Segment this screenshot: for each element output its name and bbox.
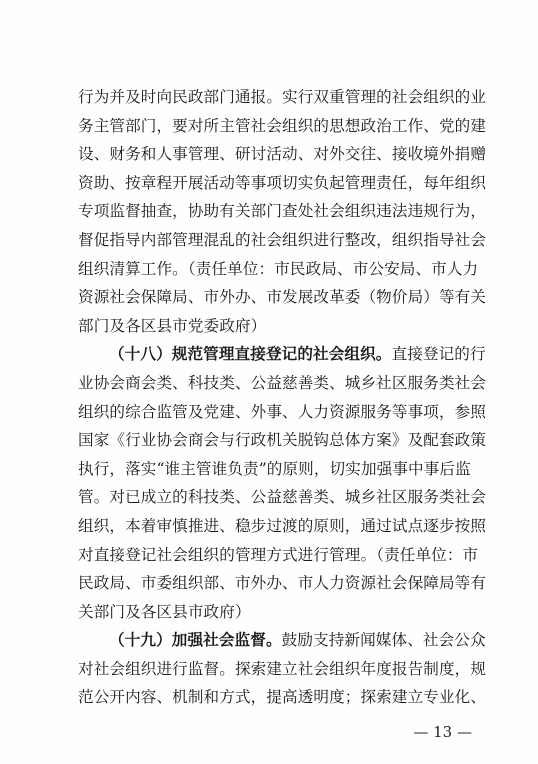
line-text: 行为并及时向民政部门通报。实行双重管理的社会组织的业: [78, 88, 487, 106]
line-text: 组织，本着审慎推进、稳步过渡的原则，通过试点逐步按照: [78, 516, 487, 535]
line-text: 务主管部门，要对所主管社会组织的思想政治工作、党的建: [78, 116, 487, 135]
text-line: [78, 312, 480, 341]
text-line: [78, 169, 487, 198]
text-line: [78, 655, 487, 684]
line-text: 设、财务和人事管理、研讨活动、对外交往、接收境外捐赠: [78, 145, 487, 164]
text-line: [78, 426, 487, 455]
line-text: 对直接登记社会组织的管理方式进行管理。（责任单位：市: [78, 545, 479, 564]
line-text: 民政局、市委组织部、市外办、市人力资源社会保障局等有: [78, 574, 487, 593]
body-text: [78, 83, 487, 712]
text-line: [78, 112, 487, 141]
line-text: 组织清算工作。（责任单位：市民政局、市公安局、市人力: [78, 259, 479, 278]
text-line: [78, 197, 487, 226]
text-line: [78, 483, 487, 512]
text-line: [78, 569, 487, 598]
page-number: — 13 —: [413, 723, 472, 741]
line-text: 范公开内容、机制和方式，提高透明度；探索建立专业化、: [78, 688, 487, 707]
text-line: [78, 541, 480, 570]
text-line: [78, 140, 487, 169]
text-line: [78, 598, 480, 627]
text-line: [78, 283, 487, 312]
line-text: 国家《行业协会商会与行政机关脱钩总体方案》及配套政策: [78, 431, 487, 450]
text-line: [78, 512, 487, 541]
line-text: 鼓励支持新闻媒体、社会公众: [281, 631, 486, 650]
line-text: 督促指导内部管理混乱的社会组织进行整改，组织指导社会: [78, 230, 487, 249]
section-heading: （十八）规范管理直接登记的社会组织。: [109, 345, 392, 364]
text-line: [78, 83, 487, 112]
text-line: [78, 369, 487, 398]
line-text: 直接登记的行: [391, 345, 486, 364]
text-line: [78, 683, 487, 712]
text-line: [78, 255, 480, 284]
line-text: 对社会组织进行监督。探索建立社会组织年度报告制度，规: [78, 659, 487, 678]
section-heading: （十九）加强社会监督。: [109, 631, 282, 650]
line-text: 执行，落实“谁主管谁负责”的原则，切实加强事中事后监: [78, 459, 471, 478]
line-text: 组织的综合监管及党建、外事、人力资源服务等事项，参照: [78, 402, 487, 421]
text-line: [78, 226, 487, 255]
text-line: [78, 398, 487, 427]
line-text: 关部门及各区县市政府）: [78, 602, 251, 621]
line-text: 管。对已成立的科技类、公益慈善类、城乡社区服务类社会: [78, 488, 487, 507]
line-text: 资助、按章程开展活动等事项切实负起管理责任，每年组织: [78, 173, 487, 192]
text-line: [78, 340, 486, 369]
line-text: 专项监督抽查，协助有关部门查处社会组织违法违规行为，: [78, 202, 487, 221]
text-line: [78, 455, 480, 484]
line-text: 资源社会保障局、市外办、市发展改革委（物价局）等有关: [78, 288, 487, 307]
line-text: 部门及各区县市党委政府）: [78, 316, 267, 335]
text-line: [78, 626, 486, 655]
line-text: 业协会商会类、科技类、公益慈善类、城乡社区服务类社会: [78, 373, 487, 392]
